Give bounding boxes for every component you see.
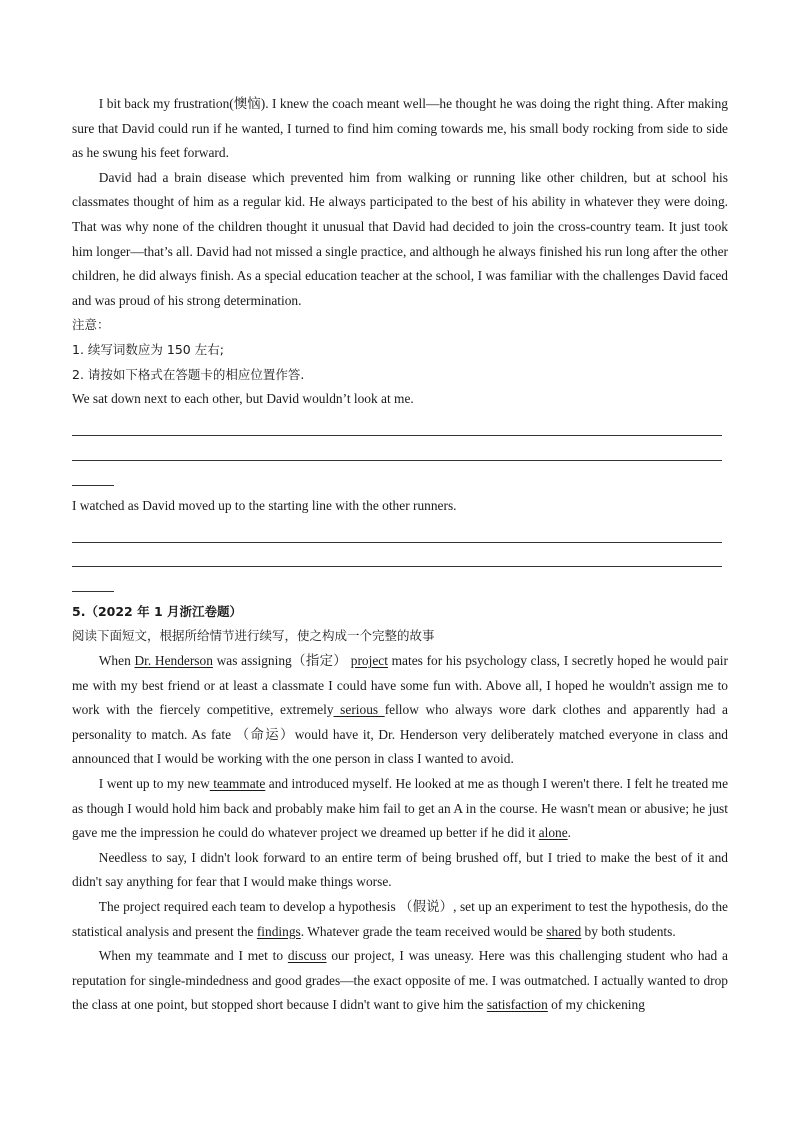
question-heading: 5.（2022 年 1 月浙江卷题） xyxy=(72,603,242,619)
note-label: 注意： xyxy=(72,317,110,333)
paragraph: David had a brain disease which prevented him from walking or running like other children, but at school his classmates thought of him as a regular kid. He always participated to the best of his ability in whatever they were doing. That was why none of the children thought it unusual that David had decided to join the cross-country team. It just took him longer—that’s all. David had not missed a single practice, and although he always finished his run long after the other children, he did always finish. As a special education teacher at the school, I was familiar with the challenges David faced and was proud of his strong determination. xyxy=(72,169,728,308)
paragraph: When Dr. Henderson was assigning（指定） project mates for his psychology class, I secretly hoped he would pair me with my best friend or at least a classmate I could have some fun with. Above all, I hoped he wouldn't assign me to work with the fiercely competitive, extremely serious fellow who always wore dark clothes and apparently had a personality to match. As fate （命运）would have it, Dr. Henderson very deliberately matched everyone in class and announced that I would be working with the one person in class I wanted to avoid. xyxy=(72,653,728,767)
underlined-word: discuss xyxy=(287,948,327,964)
underlined-word: teammate xyxy=(209,776,266,792)
underlined-word: project xyxy=(350,653,388,669)
continuation-prompt: We sat down next to each other, but David wouldn’t look at me. xyxy=(72,391,414,407)
underlined-word: findings xyxy=(256,923,301,939)
paragraph: The project required each team to develop a hypothesis （假说）, set up an experiment to test the hypothesis, do the statistical analysis and present the findings. Whatever grade the team received would be shared by both students. xyxy=(72,899,728,939)
paragraph: I went up to my new teammate and introduced myself. He looked at me as though I weren't there. I felt he treated me as though I would hold him back and probably make him fail to get an A in the course. He wasn't mean or abusive; he just gave me the impression he could do whatever project we dreamed up better if he did it alone. xyxy=(72,776,729,841)
answer-line xyxy=(72,543,722,568)
question-instruction: 阅读下面短文，根据所给情节进行续写，使之构成一个完整的故事 xyxy=(72,628,435,644)
underlined-word: alone xyxy=(538,825,568,841)
document-page xyxy=(72,92,728,1018)
underlined-word: shared xyxy=(546,923,582,939)
paragraph: I bit back my frustration(懊恼). I knew the coach meant well—he thought he was doing the right thing. After making sure that David could run if he wanted, I turned to find him coming towards me, his small body rocking from side to side as he swung his feet forward. xyxy=(72,96,728,161)
paragraph: When my teammate and I met to discuss our project, I was uneasy. Here was this challenging student who had a reputation for single-mindedness and good grades—the exact opposite of me. I was outmatched. I actually wanted to drop the class at one point, but stopped short because I didn't want to give him the satisfaction of my chickening xyxy=(72,948,728,1013)
answer-line xyxy=(72,412,722,437)
answer-line xyxy=(72,436,722,461)
paragraph: Needless to say, I didn't look forward to an entire term of being brushed off, but I tried to make the best of it and didn't say anything for fear that I would make things worse. xyxy=(72,849,728,890)
underlined-word: Dr. Henderson xyxy=(134,653,213,669)
answer-line-end xyxy=(72,567,114,592)
underlined-word: serious xyxy=(333,702,385,718)
answer-line xyxy=(72,518,722,543)
note-item: 1. 续写词数应为 150 左右; xyxy=(72,341,224,357)
continuation-prompt: I watched as David moved up to the starting line with the other runners. xyxy=(72,497,457,513)
underlined-word: satisfaction xyxy=(486,997,548,1013)
note-item: 2. 请按如下格式在答题卡的相应位置作答. xyxy=(72,366,305,382)
answer-line-end xyxy=(72,461,114,486)
